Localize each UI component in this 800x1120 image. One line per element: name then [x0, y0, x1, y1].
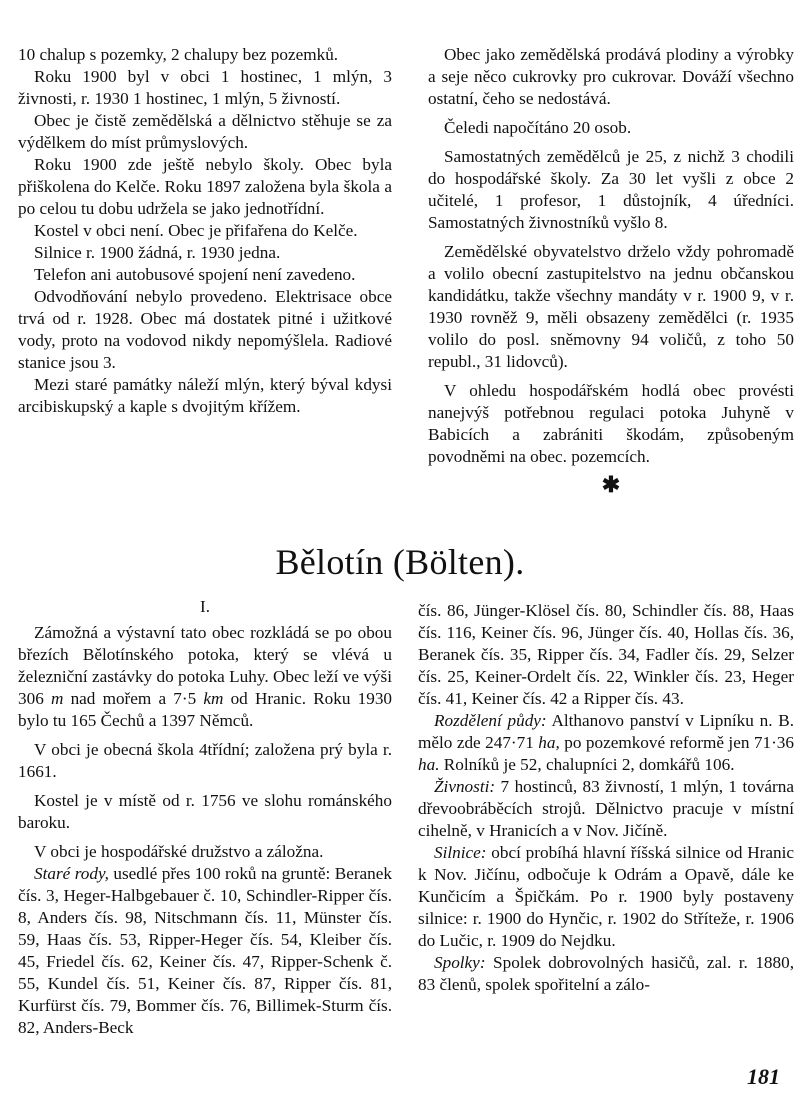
- column-top-right: [428, 44, 794, 496]
- paragraph: [418, 952, 794, 996]
- run-in-heading: Staré rody,: [34, 864, 109, 883]
- paragraph: Zemědělské obyvatelstvo drželo vždy pohromadě a volilo obecní zastupitelstvo na jednu občanskou kandidátku, takže všechny mandáty v r. 1900 9, v r. 1930 rovněž 9, měli obsazeny zemědělci (r. 1935 volilo do posl. sněmovny 94 voličů, z toho 50 republ., 31 lidovců).: [428, 242, 794, 371]
- text: usedlé přes 100 roků na gruntě: Beranek čís. 3, Heger-Halbgebauer č. 10, Schindler-Ripper čís. 8, Anders čís. 98, Nitschmann čís. 11, Münster čís. 59, Haas čís. 53, Ripper-Heger čís. 54, Kleiber čís. 45, Friedel čís. 62, Keiner čís. 47, Ripper-Schenk č. 55, Kundel čís. 51, Keiner čís. 87, Ripper čís. 81, Kurfürst čís. 79, Bommer čís. 76, Billimek-Sturm čís. 82, Anders-Beck: [18, 864, 392, 1037]
- paragraph: V obci je obecná škola 4třídní; založena prý byla r. 1661.: [18, 740, 392, 781]
- paragraph: Mezi staré památky náleží mlýn, který býval kdysi arcibiskupský a kaple s dvojitým křížem.: [18, 375, 392, 416]
- paragraph: Telefon ani autobusové spojení není zavedeno.: [34, 265, 356, 284]
- unit-italic: m: [50, 689, 64, 708]
- paragraph: V obci je hospodářské družstvo a záložna.: [34, 842, 324, 861]
- unit-italic: ha.: [418, 755, 440, 774]
- chapter-title: Bělotín (Bölten).: [275, 542, 525, 582]
- section-separator-asterisk: ✱: [601, 472, 621, 497]
- paragraph: Čeledi napočítáno 20 osob.: [444, 118, 632, 137]
- paragraph: [18, 863, 392, 1039]
- run-in-heading: Silnice:: [434, 843, 487, 862]
- paragraph: Odvodňování nebylo provedeno. Elektrisace obce trvá od r. 1928. Obec má dostatek pitné i užitkové vody, proto na vodovod nikdy nepomýšlela. Radiové stanice jsou 3.: [18, 287, 392, 372]
- paragraph: V ohledu hospodářském hodlá obec provésti nanejvýš potřebnou regulaci potoka Juhyně v Babicích a zabrániti škodám, způsobeným povodněmi na obec. pozemcích.: [428, 381, 794, 466]
- paragraph: čís. 86, Jünger-Klösel čís. 80, Schindler čís. 88, Haas čís. 116, Keiner čís. 96, Jünger čís. 40, Hollas čís. 36, Beranek čís. 35, Ripper čís. 34, Fadler čís. 29, Selzer čís. 25, Keiner-Ordelt čís. 22, Winkler čís. 23, Heger čís. 41, Keiner čís. 42 a Ripper čís. 43.: [418, 601, 794, 708]
- unit-italic: km: [203, 689, 224, 708]
- run-in-heading: Živnosti:: [434, 777, 496, 796]
- paragraph: Roku 1900 byl v obci 1 hostinec, 1 mlýn, 3 živnosti, r. 1930 1 hostinec, 1 mlýn, 5 živností.: [18, 67, 392, 108]
- text: nad mořem a 7·5: [63, 689, 197, 708]
- column-bottom-left: [18, 622, 392, 1039]
- text: Zámožná a výstavní tato obec rozkládá se po obou březích Bělotínského potoka, který se vlévá u železniční zastávky do potoka Luhy. Obec leží ve výši 306: [18, 623, 392, 708]
- paragraph: Roku 1900 zde ještě nebylo školy. Obec byla přiškolena do Kelče. Roku 1897 založena byla škola a po celou tu dobu udržela se jako jednotřídní.: [18, 155, 392, 218]
- paragraph: Kostel v obci není. Obec je přifařena do Kelče.: [34, 221, 358, 240]
- column-bottom-right: [418, 600, 794, 996]
- paragraph: Samostatných zemědělců je 25, z nichž 3 chodili do hospodářské školy. Za 30 let vyšli z obce 2 učitelé, 1 profesor, 1 důstojník, 4 úředníci. Samostatných živnostníků vyšlo 8.: [428, 147, 794, 232]
- section-number: I.: [200, 597, 210, 616]
- text: Spolek dobrovolných hasičů, zal. r. 1880, 83 členů, spolek spořitelní a zálo-: [418, 953, 794, 994]
- paragraph: [418, 842, 794, 952]
- text: 7 hostinců, 83 živností, 1 mlýn, 1 továrna dřevoobráběcích strojů. Dělnictvo pracuje v místní cihelně, v Hranicích a v Nov. Jičíně.: [418, 777, 794, 840]
- run-in-heading: Spolky:: [434, 953, 486, 972]
- paragraph: Kostel je v místě od r. 1756 ve slohu románského baroku.: [18, 791, 392, 832]
- column-top-left: [18, 44, 392, 418]
- run-in-heading: Rozdělení půdy:: [434, 711, 547, 730]
- text: obcí probíhá hlavní říšská silnice od Hranic k Nov. Jičínu, odbočuje k Odrám a Opavě, dále ke Kunčicím a Špičkám. Po r. 1900 byly postaveny silnice: r. 1900 do Hynčic, r. 1902 do Střítеže, r. 1906 do Lučic, r. 1909 do Nejdku.: [418, 843, 794, 950]
- paragraph: Obec jako zemědělská prodává plodiny a výrobky a seje něco cukrovky pro cukrovar. Dováží všechno ostatní, čeho se nedostává.: [428, 45, 794, 108]
- paragraph: Silnice r. 1900 žádná, r. 1930 jedna.: [34, 243, 281, 262]
- paragraph: 10 chalup s pozemky, 2 chalupy bez pozemků.: [18, 45, 339, 64]
- text: Rolníků je 52, chalupníci 2, domkářů 106.: [439, 755, 735, 774]
- text: Althanovo panství v Lipníku n. B. mělo zde 247·71: [418, 711, 794, 752]
- paragraph: [418, 710, 794, 776]
- paragraph: Obec je čistě zemědělská a dělnictvo stěhuje se za výdělkem do míst průmyslových.: [18, 111, 392, 152]
- paragraph: [418, 776, 794, 842]
- paragraph: [18, 622, 392, 732]
- text: po pozemkové reformě jen 71·36: [559, 733, 794, 752]
- page-number: 181: [747, 1064, 780, 1089]
- unit-italic: ha,: [538, 733, 560, 752]
- text: od Hranic. Roku 1930 bylo tu 165 Čechů a 1397 Němců.: [18, 689, 393, 730]
